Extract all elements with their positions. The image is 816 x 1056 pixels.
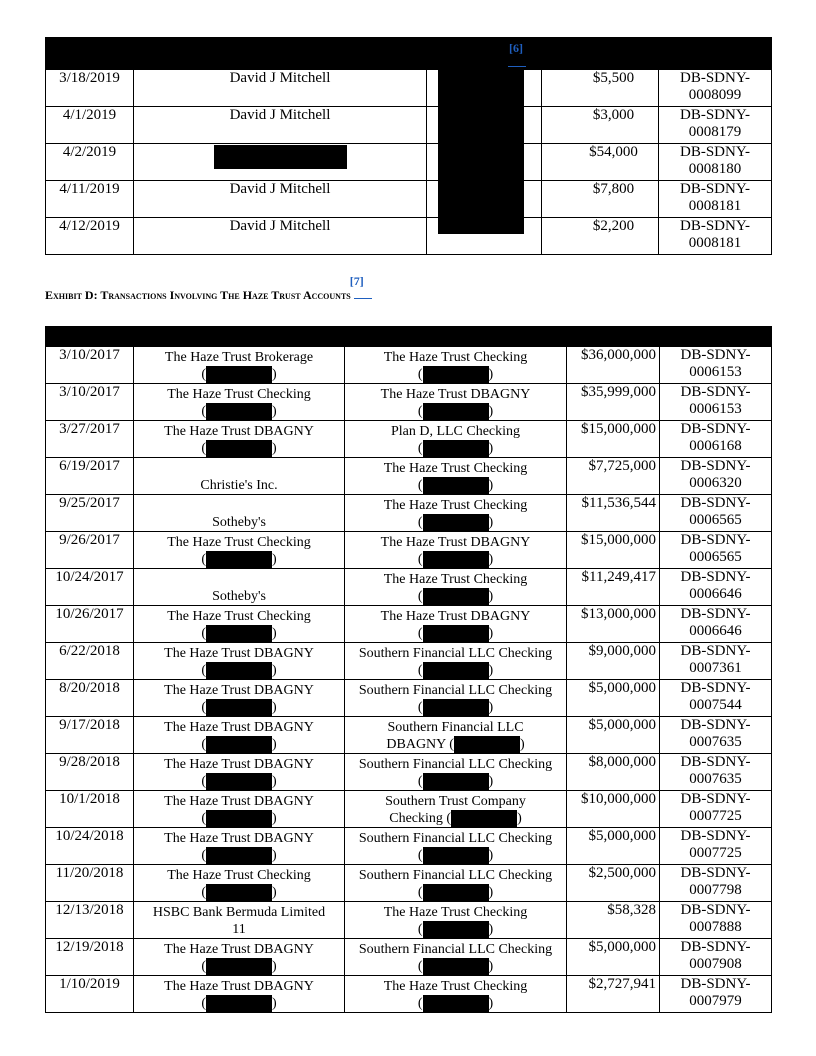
- redaction: [206, 847, 272, 864]
- date-cell: 10/26/2017: [55, 606, 124, 622]
- redaction: [206, 958, 272, 975]
- redaction: [423, 551, 489, 568]
- amount-cell: $9,000,000: [588, 643, 656, 659]
- redaction: [423, 366, 489, 383]
- date-cell: 12/13/2018: [55, 902, 124, 918]
- to-cell: The Haze Trust Checking: [383, 979, 528, 994]
- date-cell: 10/1/2018: [59, 791, 120, 807]
- table-row: 3/10/2017 The Haze Trust Brokerage ( ) The Haze Trust Checking ( ) $36,000,000 DB-SDNY- 0006153: [46, 347, 772, 384]
- from-cell: The Haze Trust DBAGNY: [164, 794, 314, 809]
- bates-cell: DB-SDNY-: [680, 791, 751, 807]
- date-cell: 10/24/2017: [55, 569, 124, 585]
- from-cell: The Haze Trust DBAGNY: [164, 757, 314, 772]
- table-row: 4/2/2019 $54,000 DB-SDNY- 0008180: [46, 144, 772, 181]
- redaction: [206, 736, 272, 753]
- date-cell: 9/25/2017: [59, 495, 120, 511]
- redaction: [423, 921, 489, 938]
- from-cell: The Haze Trust DBAGNY: [164, 683, 314, 698]
- redaction: [454, 736, 520, 753]
- bates-cell: DB-SDNY-: [680, 347, 751, 363]
- redaction-block: [438, 69, 524, 234]
- redaction: [206, 699, 272, 716]
- date-cell: 9/28/2018: [59, 754, 120, 770]
- table-header: [46, 327, 772, 347]
- redaction: [214, 145, 347, 169]
- amount-cell: $2,727,941: [588, 976, 656, 992]
- date-cell: 1/10/2019: [59, 976, 120, 992]
- redaction: [423, 588, 489, 605]
- table-row: 3/10/2017 The Haze Trust Checking ( ) The Haze Trust DBAGNY ( ) $35,999,000 DB-SDNY- 0006153: [46, 384, 772, 421]
- redaction: [206, 551, 272, 568]
- from-cell: David J Mitchell: [229, 218, 331, 234]
- bates-cell: DB-SDNY-: [680, 680, 751, 696]
- from-cell: Christie's Inc.: [200, 478, 278, 493]
- from-cell: David J Mitchell: [229, 70, 331, 86]
- date-cell: 9/26/2017: [59, 532, 120, 548]
- from-cell: HSBC Bank Bermuda Limited: [152, 905, 326, 920]
- from-cell: The Haze Trust DBAGNY: [164, 424, 314, 439]
- amount-cell: $15,000,000: [581, 421, 656, 437]
- redaction: [206, 625, 272, 642]
- date-cell: 4/2/2019: [62, 144, 117, 160]
- to-cell: The Haze Trust Checking: [383, 572, 528, 587]
- from-cell: The Haze Trust Brokerage: [164, 350, 314, 365]
- redaction: [206, 773, 272, 790]
- table-row: 6/22/2018 The Haze Trust DBAGNY ( ) Southern Financial LLC Checking ( ) $9,000,000 DB-SDNY- 0007361: [46, 643, 772, 680]
- date-cell: 3/18/2019: [59, 70, 120, 86]
- footnote-link[interactable]: [7]: [349, 274, 364, 288]
- table-row: 6/19/2017 Christie's Inc. The Haze Trust Checking ( ) $7,725,000 DB-SDNY- 0006320: [46, 458, 772, 495]
- from-cell: The Haze Trust DBAGNY: [164, 720, 314, 735]
- footnote-link[interactable]: [6]: [509, 41, 523, 55]
- redaction: [206, 810, 272, 827]
- redaction: [423, 440, 489, 457]
- table-row: 4/11/2019 David J Mitchell $7,800 DB-SDNY- 0008181: [46, 181, 772, 218]
- bates-cell: DB-SDNY-: [679, 218, 750, 234]
- amount-cell: $2,200: [592, 218, 635, 234]
- redaction: [206, 884, 272, 901]
- redaction: [206, 440, 272, 457]
- date-cell: 6/19/2017: [59, 458, 120, 474]
- to-cell: Plan D, LLC Checking: [390, 424, 521, 439]
- table-row: 3/27/2017 The Haze Trust DBAGNY ( ) Plan D, LLC Checking ( ) $15,000,000 DB-SDNY- 0006168: [46, 421, 772, 458]
- amount-cell: $54,000: [589, 144, 638, 160]
- redaction: [206, 995, 272, 1012]
- date-cell: 4/11/2019: [59, 181, 120, 197]
- table-row: 12/13/2018 HSBC Bank Bermuda Limited 11 The Haze Trust Checking ( ) $58,328 DB-SDNY- 0007888: [46, 902, 772, 939]
- bates-cell: DB-SDNY-: [680, 828, 751, 844]
- bates-cell: DB-SDNY-: [679, 181, 750, 197]
- bates-cell: DB-SDNY-: [680, 384, 751, 400]
- date-cell: 9/17/2018: [59, 717, 120, 733]
- to-cell: Southern Financial LLC Checking: [358, 942, 553, 957]
- from-cell: Sotheby's: [212, 515, 266, 530]
- table-row: 10/24/2017 Sotheby's The Haze Trust Checking ( ) $11,249,417 DB-SDNY- 0006646: [46, 569, 772, 606]
- exhibit-heading: Exhibit D: Transactions Involving The Haze Trust Accounts [7]: [45, 285, 372, 303]
- date-cell: 4/12/2019: [59, 218, 120, 234]
- table-row: 9/26/2017 The Haze Trust Checking ( ) The Haze Trust DBAGNY ( ) $15,000,000 DB-SDNY- 0006565: [46, 532, 772, 569]
- from-cell: The Haze Trust Checking: [167, 387, 311, 402]
- to-cell: Southern Financial LLC Checking: [358, 831, 553, 846]
- table-row: 8/20/2018 The Haze Trust DBAGNY ( ) Southern Financial LLC Checking ( ) $5,000,000 DB-SDNY- 0007544: [46, 680, 772, 717]
- date-cell: 3/27/2017: [59, 421, 120, 437]
- to-cell: The Haze Trust DBAGNY: [380, 535, 531, 550]
- amount-cell: $10,000,000: [581, 791, 656, 807]
- to-cell: The Haze Trust DBAGNY: [380, 609, 531, 624]
- transactions-table-2: [45, 326, 772, 1013]
- bates-cell: DB-SDNY-: [680, 865, 751, 881]
- amount-cell: $5,500: [592, 70, 635, 86]
- date-cell: 3/10/2017: [59, 347, 120, 363]
- table-row: 9/17/2018 The Haze Trust DBAGNY ( ) Southern Financial LLC DBAGNY ( ) $5,000,000 DB-SDNY- 0007635: [46, 717, 772, 754]
- amount-cell: $3,000: [592, 107, 635, 123]
- table-row: 10/1/2018 The Haze Trust DBAGNY ( ) Southern Trust Company Checking ( ) $10,000,000 DB-SDNY- 0007725: [46, 791, 772, 828]
- redaction: [423, 958, 489, 975]
- to-cell: The Haze Trust Checking: [383, 498, 528, 513]
- redaction: [206, 662, 272, 679]
- from-cell: The Haze Trust DBAGNY: [164, 646, 314, 661]
- table-row: 9/25/2017 Sotheby's The Haze Trust Checking ( ) $11,536,544 DB-SDNY- 0006565: [46, 495, 772, 532]
- date-cell: 8/20/2018: [59, 680, 120, 696]
- bates-cell: DB-SDNY-: [680, 902, 751, 918]
- amount-cell: $5,000,000: [588, 717, 656, 733]
- amount-cell: $5,000,000: [588, 939, 656, 955]
- amount-cell: $11,249,417: [581, 569, 656, 585]
- bates-cell: DB-SDNY-: [679, 144, 750, 160]
- amount-cell: $13,000,000: [581, 606, 656, 622]
- table-header: [46, 38, 772, 70]
- to-cell: Southern Financial LLC Checking: [358, 757, 553, 772]
- redaction: [423, 699, 489, 716]
- table-row: 3/18/2019 David J Mitchell $5,500 DB-SDNY- 0008099: [46, 70, 772, 107]
- date-cell: 10/24/2018: [55, 828, 124, 844]
- redaction: [423, 662, 489, 679]
- bates-cell: DB-SDNY-: [679, 70, 750, 86]
- from-cell: David J Mitchell: [229, 181, 331, 197]
- transactions-table-1: [45, 37, 772, 255]
- redaction: [423, 847, 489, 864]
- table-row: 4/12/2019 David J Mitchell $2,200 DB-SDNY- 0008181: [46, 218, 772, 255]
- bates-cell: DB-SDNY-: [680, 976, 751, 992]
- table-row: 11/20/2018 The Haze Trust Checking ( ) Southern Financial LLC Checking ( ) $2,500,000 DB-SDNY- 0007798: [46, 865, 772, 902]
- redaction: [423, 403, 489, 420]
- bates-cell: DB-SDNY-: [680, 458, 751, 474]
- to-cell: Southern Financial LLC Checking: [358, 683, 553, 698]
- redaction: [423, 514, 489, 531]
- table-row: 10/26/2017 The Haze Trust Checking ( ) The Haze Trust DBAGNY ( ) $13,000,000 DB-SDNY- 0006646: [46, 606, 772, 643]
- to-cell: The Haze Trust Checking: [383, 461, 528, 476]
- bates-cell: DB-SDNY-: [680, 606, 751, 622]
- redaction: [206, 403, 272, 420]
- amount-cell: $35,999,000: [581, 384, 656, 400]
- to-cell: Southern Financial LLC: [387, 720, 524, 735]
- date-cell: 4/1/2019: [62, 107, 117, 123]
- table-row: 4/1/2019 David J Mitchell $3,000 DB-SDNY- 0008179: [46, 107, 772, 144]
- to-cell: Southern Financial LLC Checking: [358, 646, 553, 661]
- from-cell: The Haze Trust DBAGNY: [164, 942, 314, 957]
- table-row: 1/10/2019 The Haze Trust DBAGNY ( ) The Haze Trust Checking ( ) $2,727,941 DB-SDNY- 0007979: [46, 976, 772, 1013]
- date-cell: 3/10/2017: [59, 384, 120, 400]
- bates-cell: DB-SDNY-: [680, 754, 751, 770]
- bates-cell: DB-SDNY-: [680, 939, 751, 955]
- amount-cell: $5,000,000: [588, 828, 656, 844]
- from-cell: The Haze Trust Checking: [167, 868, 311, 883]
- amount-cell: $36,000,000: [581, 347, 656, 363]
- amount-cell: $58,328: [607, 902, 656, 918]
- redaction: [423, 477, 489, 494]
- amount-cell: $7,800: [592, 181, 635, 197]
- from-cell: The Haze Trust DBAGNY: [164, 979, 314, 994]
- table-row: 10/24/2018 The Haze Trust DBAGNY ( ) Southern Financial LLC Checking ( ) $5,000,000 DB-SDNY- 0007725: [46, 828, 772, 865]
- redaction: [423, 884, 489, 901]
- redaction: [423, 773, 489, 790]
- from-cell: David J Mitchell: [229, 107, 331, 123]
- to-cell: The Haze Trust DBAGNY: [380, 387, 531, 402]
- bates-cell: DB-SDNY-: [680, 717, 751, 733]
- redaction: [423, 625, 489, 642]
- table-row: 12/19/2018 The Haze Trust DBAGNY ( ) Southern Financial LLC Checking ( ) $5,000,000 DB-SDNY- 0007908: [46, 939, 772, 976]
- redaction: [451, 810, 517, 827]
- to-cell: Southern Financial LLC Checking: [358, 868, 553, 883]
- amount-cell: $7,725,000: [588, 458, 656, 474]
- redaction: [206, 366, 272, 383]
- from-cell: Sotheby's: [212, 589, 266, 604]
- from-cell: The Haze Trust DBAGNY: [164, 831, 314, 846]
- date-cell: 12/19/2018: [55, 939, 124, 955]
- amount-cell: $2,500,000: [588, 865, 656, 881]
- amount-cell: $5,000,000: [588, 680, 656, 696]
- amount-cell: $11,536,544: [581, 495, 656, 511]
- to-cell: The Haze Trust Checking: [383, 905, 528, 920]
- to-cell: The Haze Trust Checking: [383, 350, 528, 365]
- table-row: 9/28/2018 The Haze Trust DBAGNY ( ) Southern Financial LLC Checking ( ) $8,000,000 DB-SDNY- 0007635: [46, 754, 772, 791]
- from-cell: The Haze Trust Checking: [167, 609, 311, 624]
- to-cell: Southern Trust Company: [385, 794, 526, 809]
- bates-cell: DB-SDNY-: [680, 495, 751, 511]
- from-cell: The Haze Trust Checking: [167, 535, 311, 550]
- amount-cell: $8,000,000: [588, 754, 656, 770]
- date-cell: 6/22/2018: [59, 643, 120, 659]
- redaction: [423, 995, 489, 1012]
- bates-cell: DB-SDNY-: [680, 532, 751, 548]
- bates-cell: DB-SDNY-: [679, 107, 750, 123]
- bates-cell: DB-SDNY-: [680, 643, 751, 659]
- amount-cell: $15,000,000: [581, 532, 656, 548]
- bates-cell: DB-SDNY-: [680, 421, 751, 437]
- date-cell: 11/20/2018: [55, 865, 124, 881]
- bates-cell: DB-SDNY-: [680, 569, 751, 585]
